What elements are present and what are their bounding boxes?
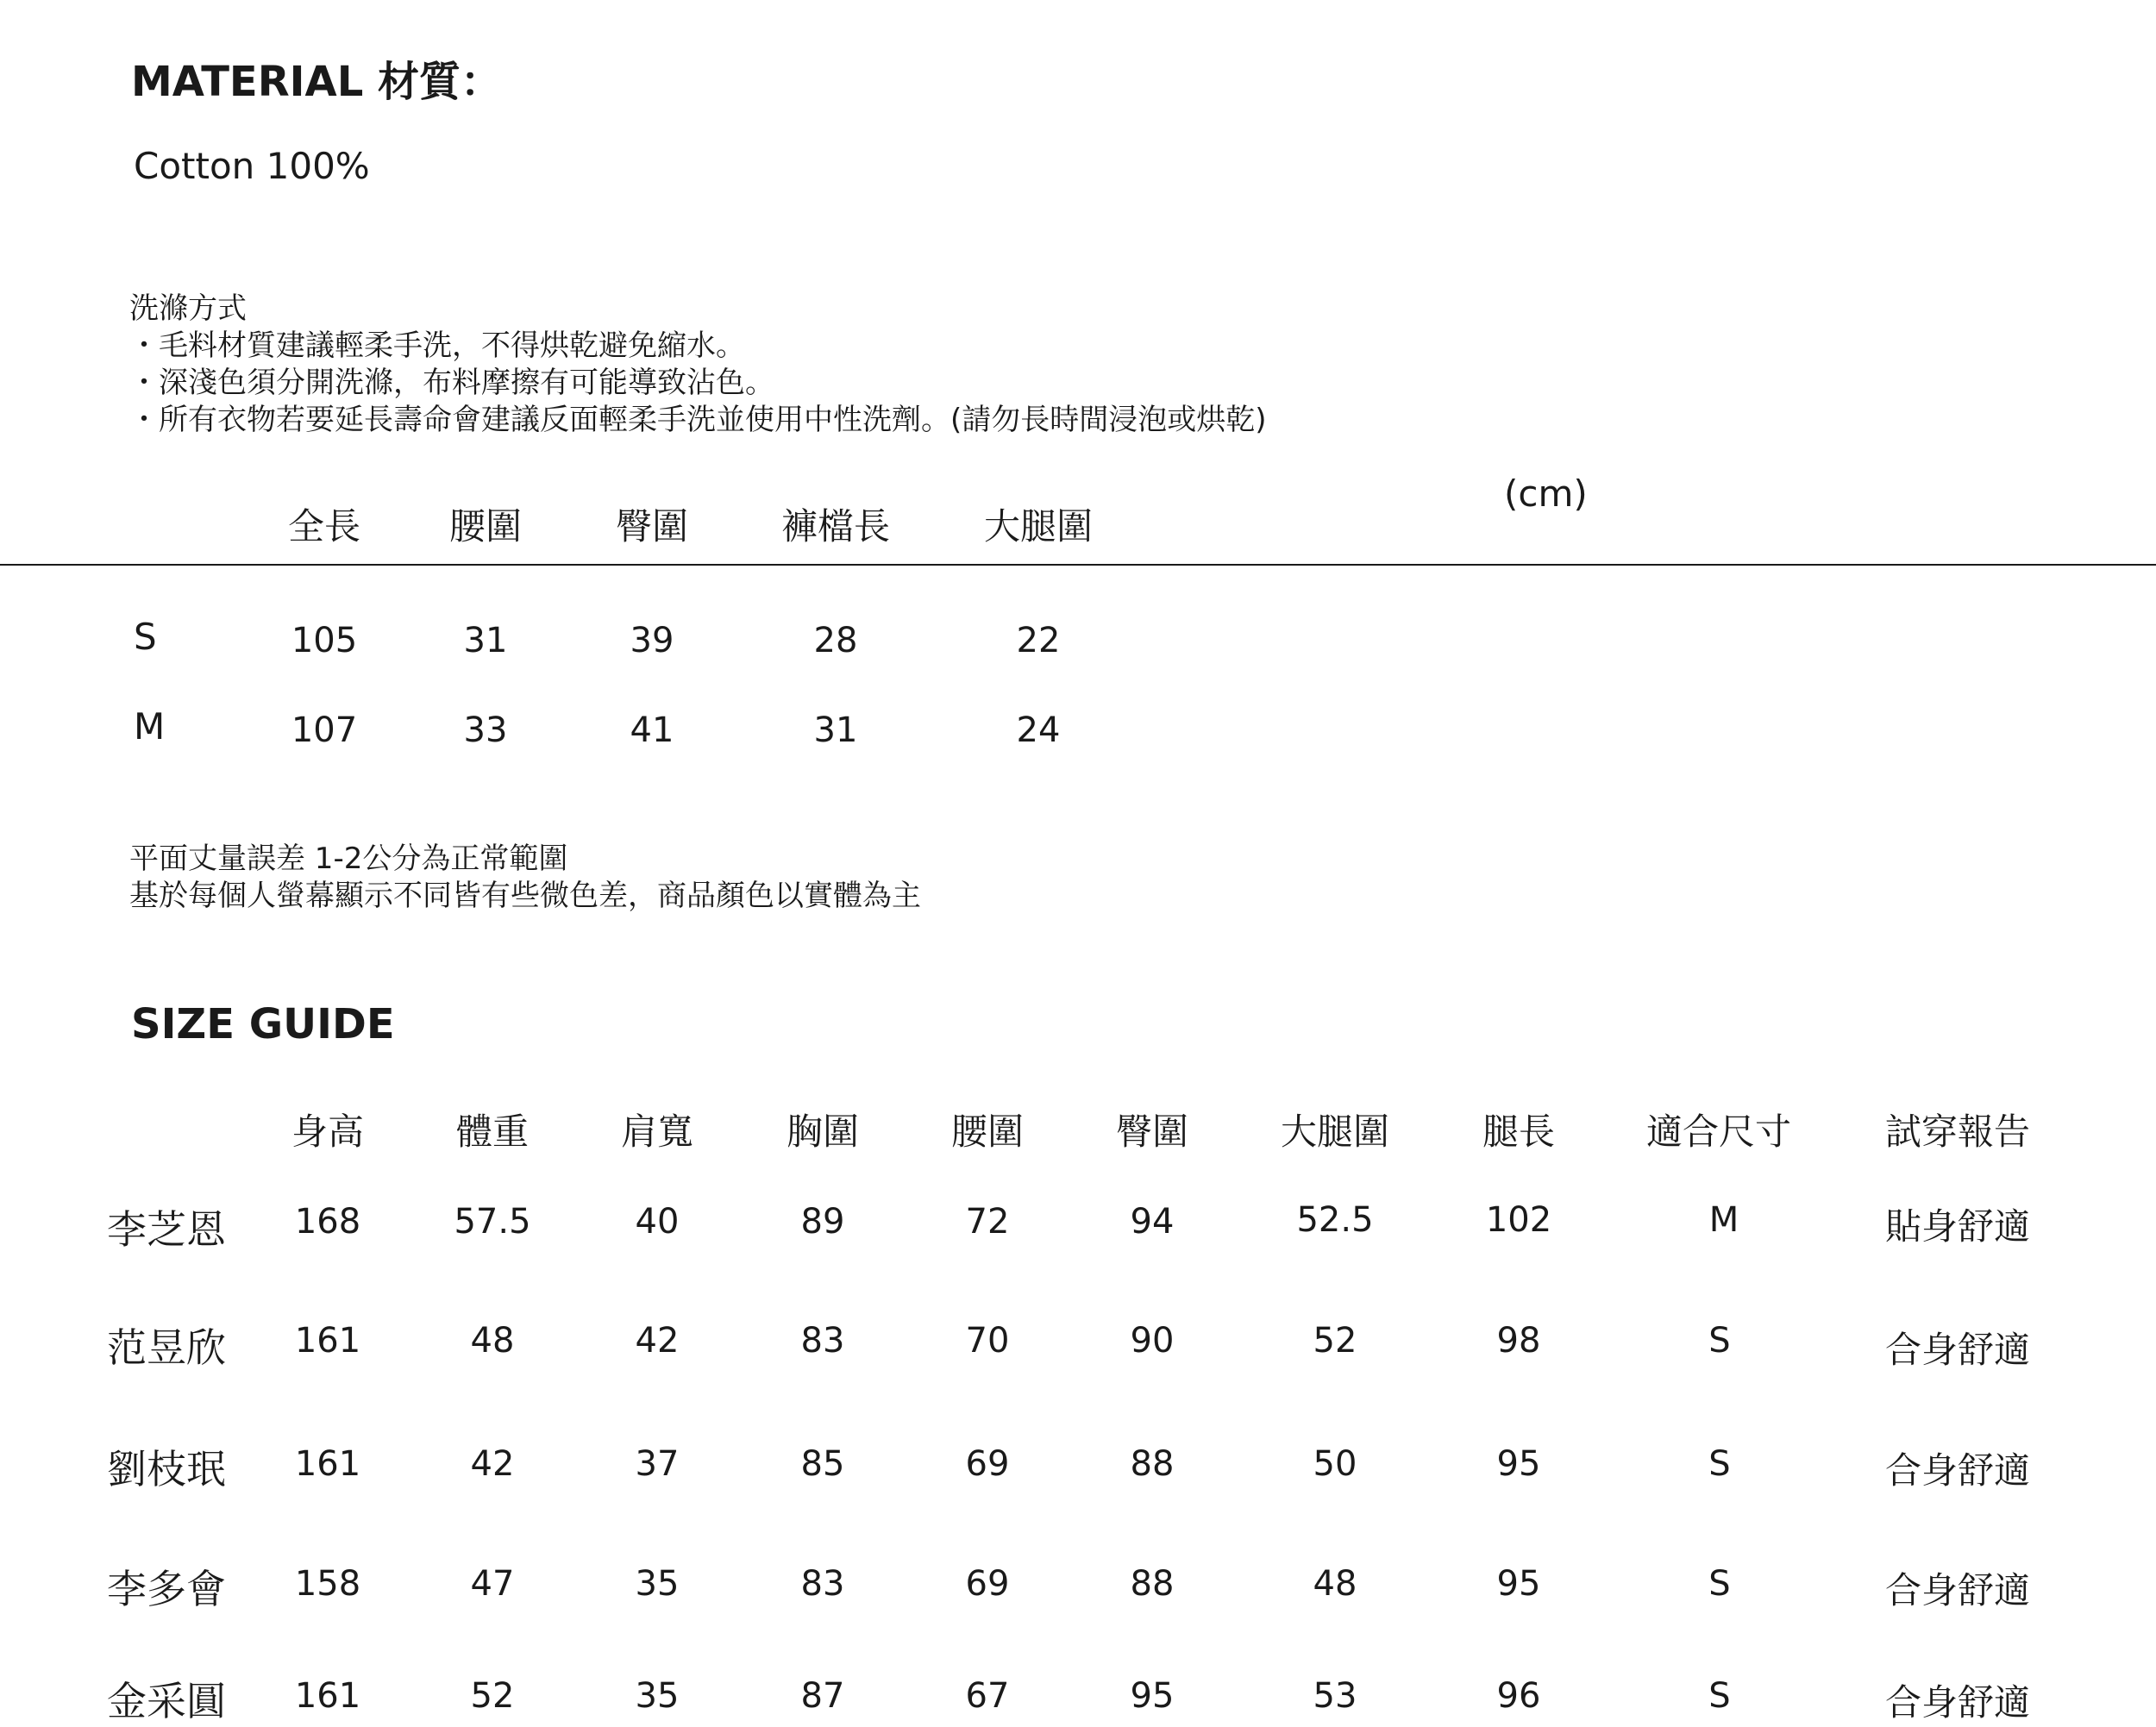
guide-cell: 53: [1313, 1676, 1357, 1716]
guide-cell: 161: [294, 1676, 361, 1716]
guide-cell: 42: [635, 1321, 680, 1361]
guide-cell: 98: [1496, 1321, 1541, 1361]
guide-cell: 83: [800, 1564, 845, 1604]
measure-cell: 105: [291, 621, 358, 660]
measure-cell: 24: [1016, 710, 1061, 750]
measure-cell: 31: [813, 710, 858, 750]
measure-header: 褲檔長: [780, 505, 891, 548]
size-label: S: [134, 616, 157, 658]
guide-cell: 83: [800, 1321, 845, 1361]
guide-header: 臀圍: [1115, 1111, 1189, 1153]
model-name: 范昱欣: [107, 1324, 226, 1371]
guide-cell: 90: [1130, 1321, 1175, 1361]
guide-cell: 48: [470, 1321, 515, 1361]
guide-cell: 47: [470, 1564, 515, 1604]
guide-cell: 168: [294, 1202, 361, 1242]
measure-header: 大腿圍: [983, 505, 1094, 548]
guide-cell: 85: [800, 1444, 845, 1484]
measure-header: 全長: [287, 505, 361, 548]
measure-cell: 22: [1016, 621, 1061, 660]
guide-header: 腿長: [1482, 1111, 1556, 1153]
guide-cell: 70: [965, 1321, 1010, 1361]
model-name: 李多會: [107, 1566, 226, 1612]
guide-header: 大腿圍: [1280, 1111, 1390, 1153]
guide-cell: 102: [1485, 1200, 1552, 1240]
material-title: MATERIAL 材質：: [131, 58, 502, 106]
guide-cell: 57.5: [454, 1202, 531, 1242]
guide-cell: 35: [635, 1676, 680, 1716]
guide-cell: 95: [1130, 1676, 1175, 1716]
measure-header: 腰圍: [448, 505, 523, 548]
guide-header: 試穿報告: [1884, 1111, 2031, 1153]
guide-header: 肩寬: [620, 1111, 694, 1153]
size-label: M: [134, 705, 166, 748]
guide-cell: 69: [965, 1564, 1010, 1604]
guide-cell: 67: [965, 1676, 1010, 1716]
guide-cell: 37: [635, 1444, 680, 1484]
guide-cell: 94: [1130, 1202, 1175, 1242]
guide-header: 體重: [455, 1111, 530, 1153]
model-name: 金采圓: [107, 1678, 226, 1724]
guide-cell: 87: [800, 1676, 845, 1716]
fit-report: 合身舒適: [1884, 1329, 2031, 1371]
guide-cell: 161: [294, 1321, 361, 1361]
model-name: 劉枝珉: [107, 1446, 226, 1492]
guide-cell: 96: [1496, 1676, 1541, 1716]
model-name: 李芝恩: [107, 1206, 226, 1253]
guide-cell: M: [1708, 1200, 1739, 1240]
measure-cell: 31: [463, 621, 508, 660]
fit-report: 貼身舒適: [1884, 1205, 2031, 1248]
fit-report: 合身舒適: [1884, 1449, 2031, 1492]
guide-cell: 50: [1313, 1444, 1357, 1484]
fit-report: 合身舒適: [1884, 1681, 2031, 1724]
note-line: 基於每個人螢幕顯示不同皆有些微色差，商品顏色以實體為主: [129, 879, 921, 913]
guide-cell: 88: [1130, 1564, 1175, 1604]
guide-header: 身高: [291, 1111, 365, 1153]
washing-line: ・深淺色須分開洗滌，布料摩擦有可能導致沾色。: [129, 366, 774, 400]
guide-cell: 69: [965, 1444, 1010, 1484]
note-line: 平面丈量誤差 1-2公分為正常範圍: [129, 842, 568, 876]
guide-cell: 95: [1496, 1444, 1541, 1484]
measure-cell: 107: [291, 710, 358, 750]
washing-line: ・毛料材質建議輕柔手洗，不得烘乾避免縮水。: [129, 329, 745, 363]
measure-cell: 39: [630, 621, 674, 660]
guide-cell: 95: [1496, 1564, 1541, 1604]
guide-cell: 89: [800, 1202, 845, 1242]
guide-cell: 52.5: [1296, 1200, 1374, 1240]
table-divider: [0, 564, 2156, 566]
guide-cell: S: [1708, 1321, 1731, 1361]
fit-report: 合身舒適: [1884, 1569, 2031, 1611]
guide-cell: 72: [965, 1202, 1010, 1242]
guide-cell: 42: [470, 1444, 515, 1484]
washing-title: 洗滌方式: [129, 291, 247, 326]
guide-cell: 52: [470, 1676, 515, 1716]
guide-header: 胸圍: [786, 1111, 860, 1153]
guide-cell: 52: [1313, 1321, 1357, 1361]
measure-cell: 33: [463, 710, 508, 750]
guide-cell: 88: [1130, 1444, 1175, 1484]
guide-cell: 40: [635, 1202, 680, 1242]
guide-header: 腰圍: [950, 1111, 1025, 1153]
measure-cell: 41: [630, 710, 674, 750]
guide-header: 適合尺寸: [1645, 1111, 1792, 1153]
measure-cell: 28: [813, 621, 858, 660]
measure-header: 臀圍: [615, 505, 689, 548]
guide-cell: 35: [635, 1564, 680, 1604]
size-guide-title: SIZE GUIDE: [131, 1000, 395, 1048]
material-value: Cotton 100%: [134, 145, 370, 187]
guide-cell: 158: [294, 1564, 361, 1604]
guide-cell: S: [1708, 1444, 1731, 1484]
guide-cell: 48: [1313, 1564, 1357, 1604]
guide-cell: 161: [294, 1444, 361, 1484]
unit-label: (cm): [1504, 472, 1588, 515]
washing-line: ・所有衣物若要延長壽命會建議反面輕柔手洗並使用中性洗劑。(請勿長時間浸泡或烘乾): [129, 403, 1267, 437]
guide-cell: S: [1708, 1564, 1731, 1604]
guide-cell: S: [1708, 1676, 1731, 1716]
